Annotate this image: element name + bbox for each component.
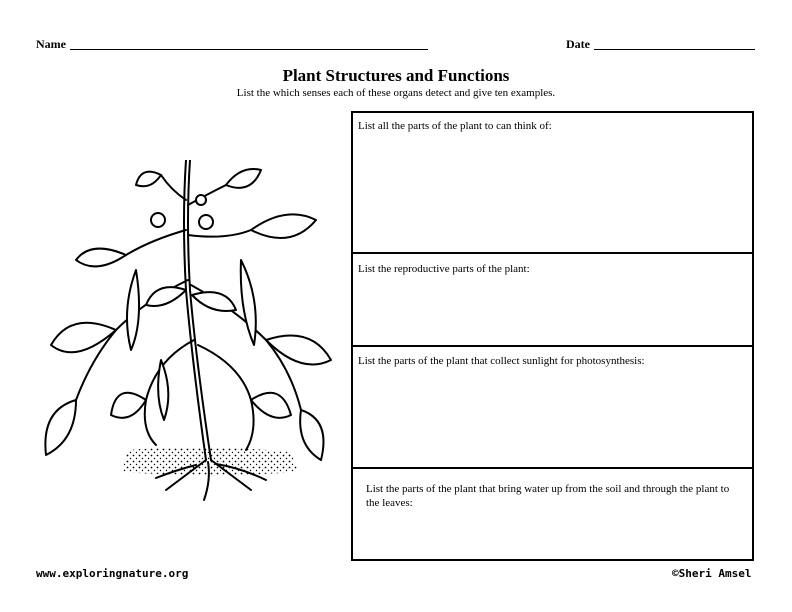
answer-box-sunlight[interactable] <box>351 345 754 469</box>
plant-illustration <box>36 160 336 505</box>
date-field[interactable] <box>594 49 755 50</box>
name-field[interactable] <box>70 49 428 50</box>
page-title: Plant Structures and Functions <box>282 66 510 85</box>
copyright-credit: ©Sheri Amsel <box>672 567 752 580</box>
box-prompt-all-parts: List all the parts of the plant to can think of: <box>358 120 552 132</box>
answer-box-water[interactable] <box>351 467 754 561</box>
box-prompt-reproductive: List the reproductive parts of the plant: <box>358 263 530 275</box>
page-subtitle: List the which senses each of these organs detect and give ten examples. <box>236 87 556 99</box>
name-label: Name <box>36 37 66 51</box>
date-label: Date <box>566 37 590 51</box>
box-prompt-water: List the parts of the plant that bring water up from the soil and through the plant to the leaves: <box>366 483 730 509</box>
answer-box-reproductive[interactable] <box>351 252 754 347</box>
answer-box-all-parts[interactable] <box>351 111 754 254</box>
box-prompt-sunlight: List the parts of the plant that collect sunlight for photosynthesis: <box>358 355 645 367</box>
website-credit: www.exploringnature.org <box>36 567 189 580</box>
